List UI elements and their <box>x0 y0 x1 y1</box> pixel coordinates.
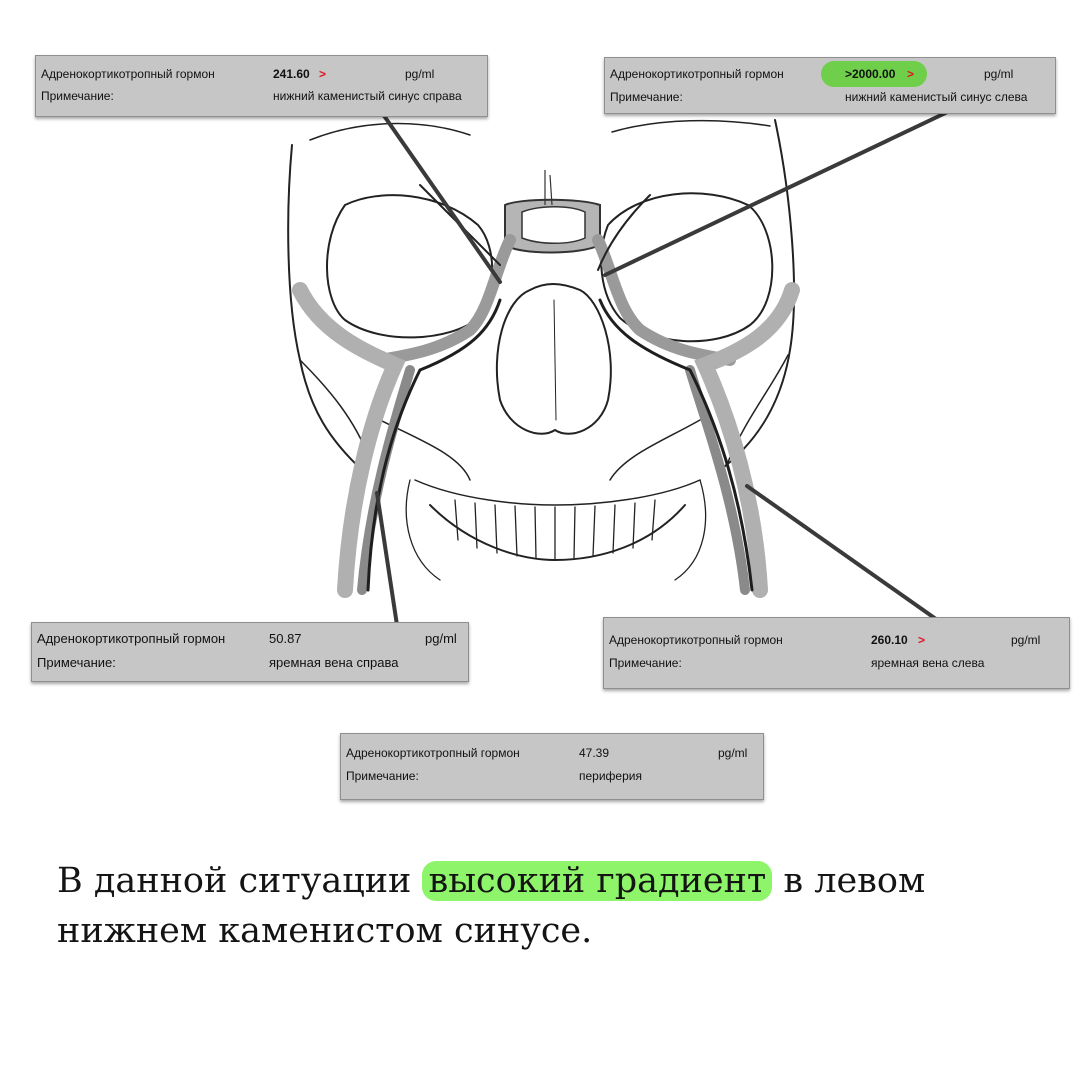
hormone-value: 50.87 <box>269 631 302 646</box>
hormone-value: 47.39 <box>579 746 610 760</box>
note-text: нижний каменистый синус справа <box>273 89 462 103</box>
note-label: Примечание: <box>346 769 419 783</box>
hormone-label: Адренокортикотропный гормон <box>609 633 783 647</box>
high-flag: > <box>907 67 915 81</box>
note-text: яремная вена слева <box>871 656 985 670</box>
conclusion-caption <box>57 856 1037 956</box>
result-card-left-ips <box>604 57 1056 114</box>
note-label: Примечание: <box>37 655 116 670</box>
result-card-periphery <box>340 733 764 800</box>
note-label: Примечание: <box>609 656 682 670</box>
unit-label: pg/ml <box>405 67 435 81</box>
caption-before: В данной ситуации <box>57 861 423 901</box>
hormone-value: 260.10 <box>871 633 908 647</box>
hormone-label: Адренокортикотропный гормон <box>610 67 784 81</box>
high-flag: > <box>918 633 926 647</box>
hormone-label: Адренокортикотропный гормон <box>41 67 215 81</box>
note-label: Примечание: <box>610 90 683 104</box>
unit-label: pg/ml <box>718 746 748 760</box>
hormone-label: Адренокортикотропный гормон <box>346 746 520 760</box>
hormone-value: 241.60 <box>273 67 310 81</box>
note-text: яремная вена справа <box>269 655 399 670</box>
result-card-left-jugular <box>603 617 1070 689</box>
unit-label: pg/ml <box>1011 633 1041 647</box>
pointer-lines <box>377 107 970 645</box>
note-text: нижний каменистый синус слева <box>845 90 1028 104</box>
unit-label: pg/ml <box>984 67 1014 81</box>
hormone-value: >2000.00 <box>845 67 896 81</box>
note-text: периферия <box>579 769 642 783</box>
result-card-right-jugular <box>31 622 469 682</box>
hormone-label: Адренокортикотропный гормон <box>37 631 226 646</box>
result-card-right-ips <box>35 55 488 117</box>
high-flag: > <box>319 67 327 81</box>
caption-after: в левом нижнем каменистом синусе. <box>57 861 926 951</box>
caption-highlight: высокий градиент <box>422 861 772 901</box>
note-label: Примечание: <box>41 89 114 103</box>
unit-label: pg/ml <box>425 631 457 646</box>
